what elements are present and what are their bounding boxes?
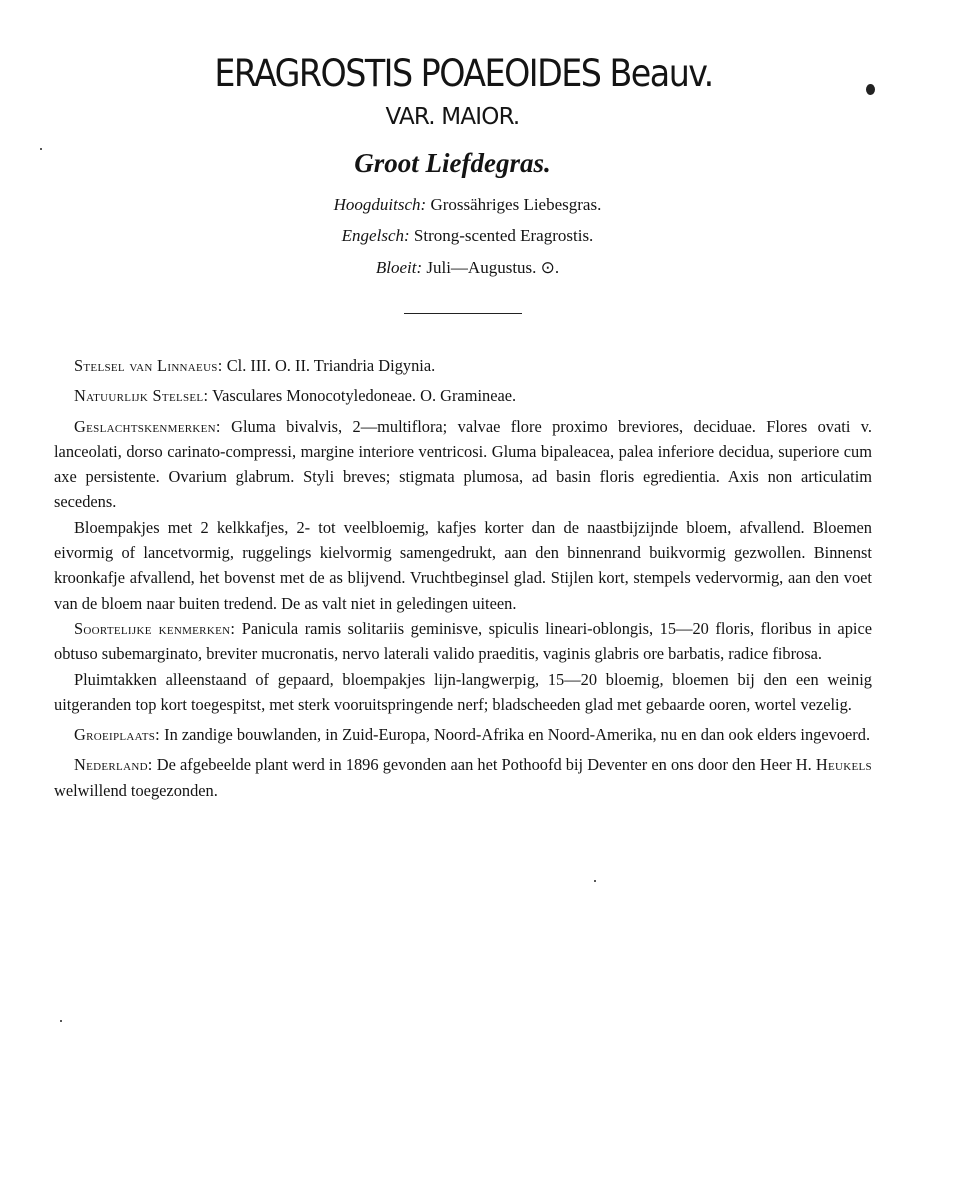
- netherlands-text-1: De afgebeelde plant werd in 1896 gevonden aan het Pothoofd bij Deventer en ons door den Heer H.: [156, 755, 812, 775]
- natural-system-label: Natuurlijk Stelsel:: [74, 386, 209, 406]
- habitat-paragraph: [54, 722, 872, 747]
- bloom-period: Juli—Augustus. ⊙.: [426, 258, 560, 277]
- ink-speck: [60, 1020, 62, 1022]
- habitat-text: In zandige bouwlanden, in Zuid-Europa, Noord-Afrika en Noord-Amerika, nu en dan ook elders ingevoerd.: [164, 725, 871, 745]
- linnaeus-label: Stelsel van Linnaeus:: [74, 356, 223, 375]
- variety-subtitle: VAR. MAIOR.: [385, 104, 520, 130]
- linnaeus-paragraph: [54, 353, 872, 378]
- german-name-line: [0, 194, 935, 216]
- netherlands-paragraph: [54, 752, 872, 803]
- genus-label: Geslachtskenmerken:: [74, 416, 221, 436]
- english-name-line: [0, 225, 935, 247]
- species-latin-text: Panicula ramis solitariis geminisve, spiculis lineari-oblongis, 15—20 floris, floribus in apice obtuso subemarginato, breviter mucronatis, nervo laterali valido praeditis, vaginis glabris ore barbatis, radice fibrosa.: [54, 618, 872, 664]
- bloom-label: Bloeit:: [375, 258, 423, 277]
- english-label: Engelsch:: [341, 226, 410, 245]
- genus-latin-text: Gluma bivalvis, 2—multiflora; valvae flore proximo breviores, deciduae. Flores ovati v. lanceolati, dorso carinato-compressi, margine interiore ventricosi. Gluma bipaleacea, palea inferiore decidua, superiore cum axe persistente. Ovarium glabrum. Styli breves; stigmata plumosa, ad basin floris egredientia. Axis non articulatim secedens.: [54, 416, 872, 512]
- ink-speck: [594, 880, 596, 882]
- netherlands-label: Nederland:: [74, 755, 153, 775]
- species-label: Soortelijke kenmerken:: [74, 618, 236, 638]
- page-title: ERAGROSTIS POAEOIDES Beauv.: [214, 52, 713, 95]
- netherlands-text-2: welwillend toegezonden.: [54, 780, 218, 800]
- ink-speck: [866, 84, 875, 95]
- divider-rule: [404, 313, 522, 314]
- linnaeus-text: Cl. III. O. II. Triandria Digynia.: [226, 356, 436, 375]
- english-name: Strong-scented Eragrostis.: [413, 226, 594, 245]
- species-dutch-paragraph: Pluimtakken alleenstaand of gepaard, bloempakjes lijn-langwerpig, 15—20 bloemig, bloemen bij den een weinig uitgeranden top kort toegespitst, met sterk vooruitspringende nerf; bladscheeden glad met gebaarde ooren, wortel vezelig.: [54, 669, 872, 714]
- bloom-line: [0, 257, 935, 279]
- habitat-label: Groeiplaats:: [74, 725, 160, 745]
- genus-latin-paragraph: [54, 414, 872, 515]
- natural-system-paragraph: [54, 383, 872, 408]
- species-latin-paragraph: [54, 616, 872, 667]
- natural-system-text: Vasculares Monocotyledoneae. O. Gramineae.: [212, 386, 517, 406]
- collector-name: Heukels: [815, 755, 872, 775]
- dutch-common-name: Groot Liefdegras.: [354, 148, 551, 178]
- genus-dutch-paragraph: Bloempakjes met 2 kelkkafjes, 2- tot veelbloemig, kafjes korter dan de naastbijzijnde bloem, afvallend. Bloemen eivormig of lancetvormig, ruggelings kielvormig samengedrukt, aan den binnenrand buikvormig gezwollen. Binnenst kroonkafje afvallend, het bovenst met de as blijvend. Vruchtbeginsel glad. Stijlen kort, stempels vedervormig, aan den voet van de bloem naar buiten tredend. De as valt niet in geledingen uiteen.: [54, 517, 872, 613]
- german-label: Hoogduitsch:: [333, 195, 427, 214]
- german-name: Grossähriges Liebesgras.: [430, 195, 602, 214]
- description-body: [54, 353, 872, 803]
- ink-speck: [40, 148, 42, 150]
